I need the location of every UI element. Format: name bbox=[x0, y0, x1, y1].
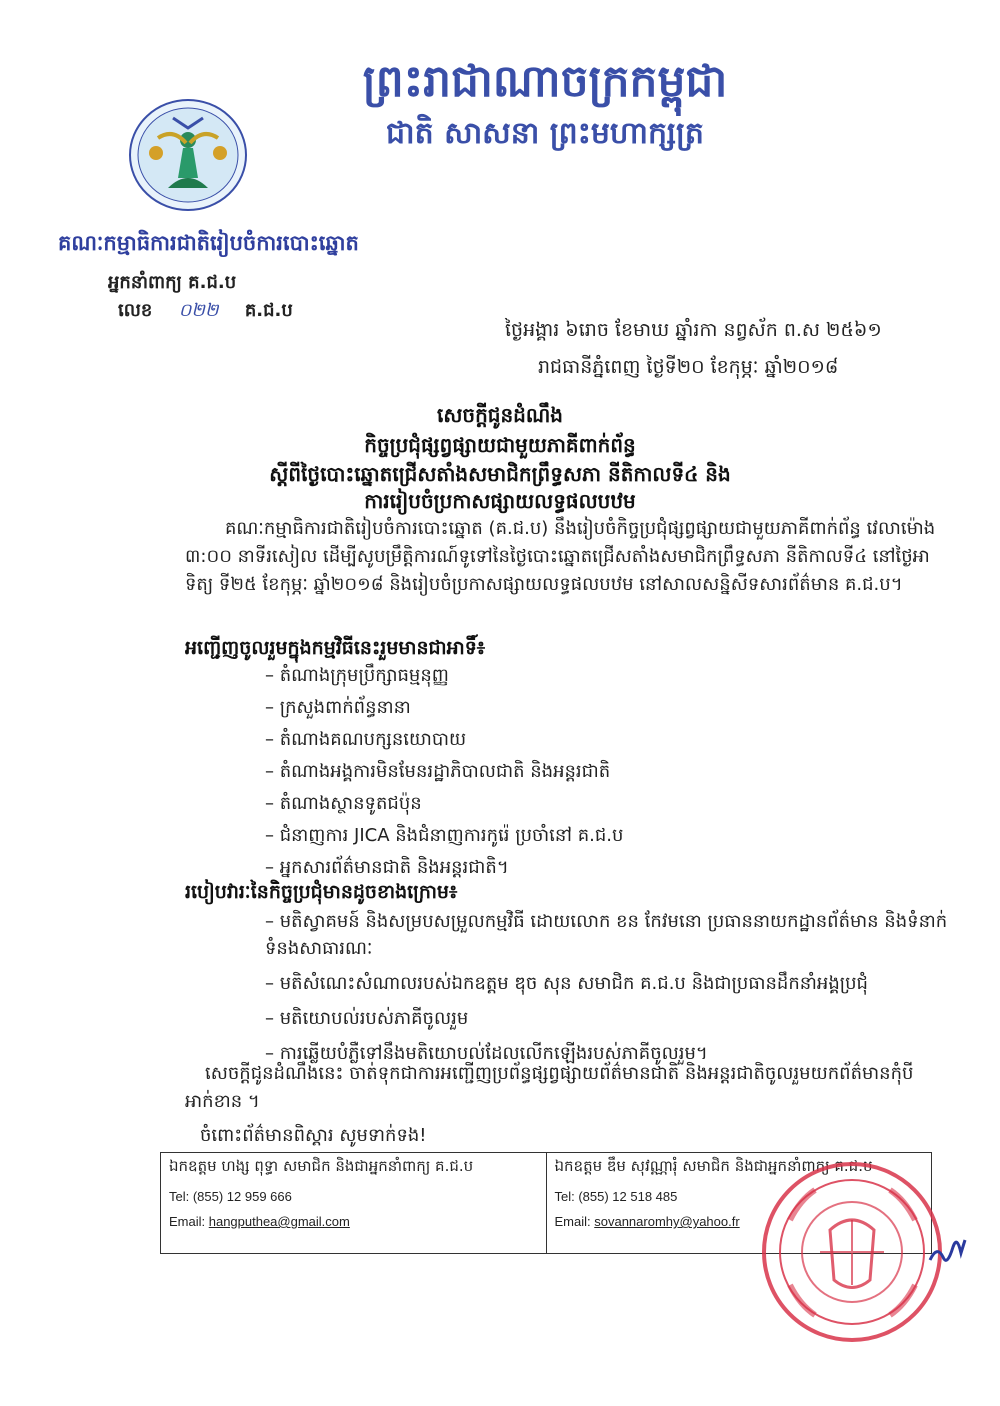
invitees-heading: អញ្ជើញចូលរួមក្នុងកម្មវិធីនេះរួមមានជាអាទិ៍៖ bbox=[185, 637, 486, 659]
agenda-heading: របៀបវារៈនៃកិច្ចប្រជុំមានដូចខាងក្រោម៖ bbox=[185, 881, 458, 903]
contact-phone: Tel: (855) 12 959 666 bbox=[169, 1189, 292, 1204]
organization-name: គណៈកម្មាធិការជាតិរៀបចំការបោះឆ្នោត bbox=[58, 231, 359, 255]
contact-prompt: ចំពោះព័ត៌មានពិស្តារ សូមទាក់ទង! bbox=[200, 1125, 427, 1146]
notice-subtitle-1: កិច្ចប្រជុំផ្សព្វផ្សាយជាមួយភាគីពាក់ព័ន្ធ bbox=[364, 433, 636, 457]
national-motto: ជាតិ សាសនា ព្រះមហាក្សត្រ bbox=[386, 116, 704, 151]
list-item: – តំណាងអង្គការមិនមែនរដ្ឋាភិបាលជាតិ និងអន្តរជាតិ bbox=[265, 756, 955, 788]
email-label: Email: bbox=[554, 1214, 595, 1229]
agenda-list bbox=[265, 908, 955, 1075]
contact-name: ឯកឧត្តម ហង្ស ពុទ្ធា សមាជិក និងជាអ្នកនាំពាក្យ គ.ជ.ប bbox=[169, 1157, 474, 1175]
ref-label: លេខ bbox=[118, 300, 153, 321]
contact-name: ឯកឧត្តម ឌឹម សុវណ្ណារុំ សមាជិក និងជាអ្នកនាំពាក្យ គ.ជ.ប bbox=[554, 1157, 873, 1175]
contact-cell bbox=[161, 1153, 546, 1253]
ref-number: ០២២ bbox=[178, 300, 219, 321]
signature-mark bbox=[925, 1225, 970, 1275]
nec-emblem-logo bbox=[128, 98, 248, 213]
lunar-date: ថ្ងៃអង្គារ ៦រោច ខែមាឃ ឆ្នាំរកា នព្វស័ក ព.ស ២៥៦១ bbox=[505, 319, 882, 341]
list-item: – ការឆ្លើយបំភ្លឺទៅនឹងមតិយោបល់ដែលលើកឡើងរបស់ភាគីចូលរួម។ bbox=[265, 1040, 955, 1067]
list-item: – ជំនាញការ JICA និងជំនាញការកូរ៉េ ប្រចាំនៅ គ.ជ.ប bbox=[265, 820, 955, 852]
kingdom-title: ព្រះរាជាណាចក្រកម្ពុជា bbox=[362, 56, 728, 107]
ref-suffix: គ.ជ.ប bbox=[244, 300, 293, 321]
contact-email-row bbox=[169, 1214, 538, 1229]
notice-subtitle-2: ស្តីពីថ្ងៃបោះឆ្នោតជ្រើសតាំងសមាជិកព្រឹទ្ធសភា នីតិកាលទី៤ និង bbox=[269, 462, 731, 486]
list-item: – តំណាងគណបក្សនយោបាយ bbox=[265, 724, 955, 756]
email-link[interactable]: hangputhea@gmail.com bbox=[208, 1214, 350, 1229]
list-item: – ក្រសួងពាក់ព័ន្ធនានា bbox=[265, 692, 955, 724]
email-label: Email: bbox=[169, 1214, 209, 1229]
list-item: – តំណាងក្រុមប្រឹក្សាធម្មនុញ្ញ bbox=[265, 660, 955, 692]
intro-paragraph: គណៈកម្មាធិការជាតិរៀបចំការបោះឆ្នោត (គ.ជ.ប) នឹងរៀបចំកិច្ចប្រជុំផ្សព្វផ្សាយជាមួយភាគីពាក់ព័ន្ធ វេលាម៉ោង ៣:០០ នាទីរសៀល ដើម្បីសូបម្រឹត្តិការណ៍ទូទៅនៃថ្ងៃបោះឆ្នោតជ្រើសតាំងសមាជិកព្រឹទ្ធសភា នីតិកាលទី៤ នៅថ្ងៃអាទិត្យ ទី២៥ ខែកុម្ភៈ ឆ្នាំ២០១៨ និងរៀបចំប្រកាសផ្សាយលទ្ធផលបឋម នៅសាលសន្និសីទសារព័ត៌មាន គ.ជ.ប។ bbox=[185, 518, 936, 595]
list-item: – មតិសំណេះសំណាលរបស់ឯកឧត្តម ឌុច សុន សមាជិក គ.ជ.ប និងជាប្រធានដឹកនាំអង្គប្រជុំ bbox=[265, 970, 955, 997]
list-item: – មតិយោបល់របស់ភាគីចូលរួម bbox=[265, 1005, 955, 1032]
reference-number bbox=[118, 298, 293, 325]
invitees-list bbox=[265, 660, 955, 884]
official-stamp bbox=[760, 1160, 945, 1345]
list-item: – មតិស្វាគមន៍ និងសម្របសម្រួលកម្មវិធី ដោយលោក ខន កែវមនោ ប្រធាននាយកដ្ឋានព័ត៌មាន និងទំនាក់ទំនងសាធារណៈ bbox=[265, 908, 955, 962]
list-item: – តំណាងស្ថានទូតជប៉ុន bbox=[265, 788, 955, 820]
spokesperson-label: អ្នកនាំពាក្យ គ.ជ.ប bbox=[108, 272, 237, 293]
notice-subtitle-3: ការរៀបចំប្រកាសផ្សាយលទ្ធផលបឋម bbox=[364, 489, 636, 513]
list-item: – អ្នកសារព័ត៌មានជាតិ និងអន្តរជាតិ។ bbox=[265, 852, 955, 884]
contact-phone: Tel: (855) 12 518 485 bbox=[554, 1189, 678, 1204]
email-link[interactable]: sovannaromhy@yahoo.fr bbox=[594, 1214, 740, 1229]
solar-date: រាជធានីភ្នំពេញ ថ្ងៃទី២០ ខែកុម្ភៈ ឆ្នាំ២០១៨ bbox=[538, 356, 839, 378]
closing-paragraph: សេចក្តីជូនដំណឹងនេះ ចាត់ទុកជាការអញ្ជើញប្រព័ន្ធផ្សព្វផ្សាយព័ត៌មានជាតិ និងអន្តរជាតិចូលរួមយកព័ត៌មានកុំបីអាក់ខាន ។ bbox=[185, 1063, 914, 1112]
notice-title: សេចក្តីជូនដំណឹង bbox=[437, 403, 563, 427]
